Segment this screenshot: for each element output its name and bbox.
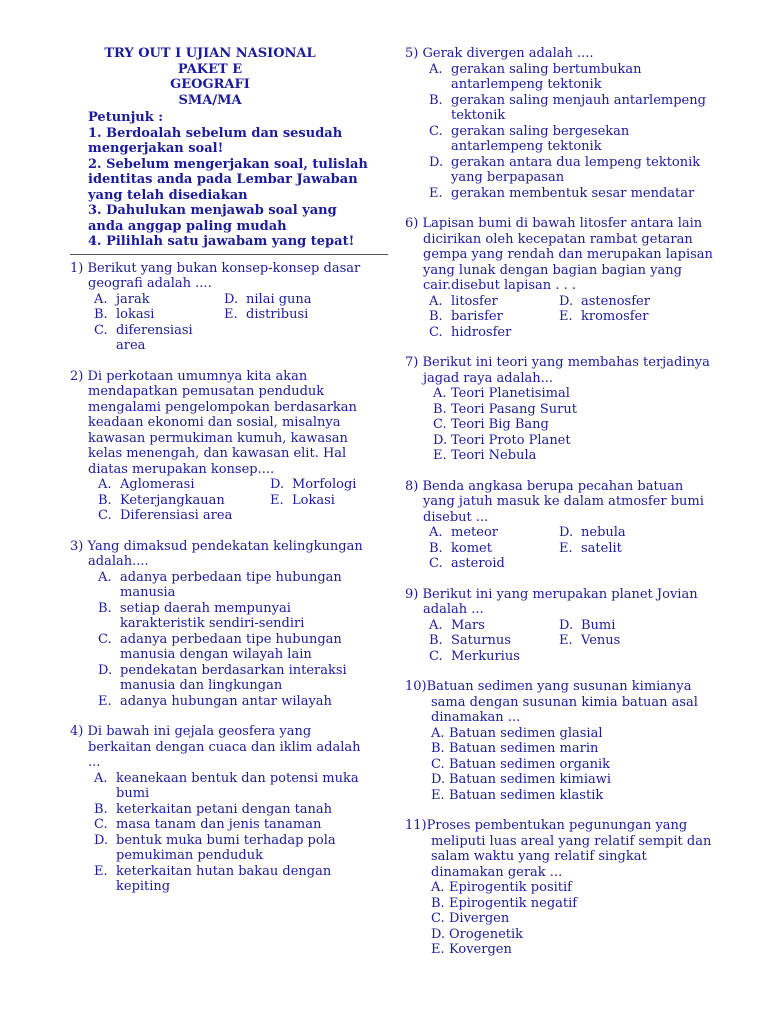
question-number: 7)	[405, 355, 419, 370]
question-text: 7) Berikut ini teori yang membahas terjadinya jagad raya adalah...	[405, 355, 710, 386]
header-divider	[70, 254, 388, 255]
question-number: 8)	[405, 478, 419, 494]
option-c[interactable]: C. Divergen	[431, 911, 510, 926]
option-d[interactable]: D. Batuan sedimen kimiawi	[431, 772, 612, 787]
option-d[interactable]: D. nilai guna	[224, 291, 312, 307]
question-6	[405, 216, 715, 340]
instructions-block	[70, 110, 370, 250]
option-d[interactable]: D. pendekatan berdasarkan interaksi manusia dan lingkungan	[98, 662, 347, 693]
instruction-item: 1. Berdoalah sebelum dan sesudah mengerjakan soal!	[88, 125, 343, 156]
question-9	[405, 587, 715, 665]
option-c[interactable]: C. asteroid	[429, 556, 505, 571]
answer-options	[405, 62, 715, 202]
option-a[interactable]: A. adanya perbedaan tipe hubungan manusia	[98, 569, 342, 600]
option-d[interactable]: D. Orogenetik	[431, 926, 524, 942]
instruction-item: 2. Sebelum mengerjakan soal, tulislah identitas anda pada Lembar Jawaban yang telah disediakan	[88, 156, 368, 203]
option-c[interactable]: C. masa tanam dan jenis tanaman	[94, 817, 322, 832]
exam-header	[70, 46, 370, 108]
instruction-item: 3. Dahulukan menjawab soal yang anda anggap paling mudah	[88, 203, 337, 234]
option-d[interactable]: D. nebula	[559, 525, 626, 540]
option-e[interactable]: E. Batuan sedimen klastik	[431, 787, 604, 803]
question-7	[405, 355, 715, 464]
option-c[interactable]: C. Merkurius	[429, 648, 520, 664]
option-b[interactable]: B. Teori Pasang Surut	[433, 401, 577, 417]
option-d[interactable]: D. astenosfer	[559, 293, 650, 309]
question-number: 9)	[405, 586, 419, 602]
question-number: 6)	[405, 216, 419, 231]
option-b[interactable]: B. barisfer	[429, 309, 503, 324]
question-5	[405, 46, 715, 201]
question-text: 9) Berikut ini yang merupakan planet Jovian adalah ...	[405, 586, 698, 617]
option-c[interactable]: C. gerakan saling bergesekan antarlempeng tektonik	[429, 123, 630, 154]
answer-options	[405, 880, 715, 958]
question-text: 10)Batuan sedimen yang susunan kimianya sama dengan susunan kimia batuan asal dinamakan ...	[405, 679, 698, 725]
option-c[interactable]: C. Diferensiasi area	[98, 508, 233, 523]
option-b[interactable]: B. Saturnus	[429, 633, 511, 648]
option-c[interactable]: C. Teori Big Bang	[433, 417, 549, 432]
question-number: 10)	[405, 679, 427, 694]
question-text: 11)Proses pembentukan pegunungan yang meliputi luas areal yang relatif sempit dan salam waktu yang relatif singkat dinamakan gerak ...	[405, 818, 712, 880]
option-e[interactable]: E. Venus	[559, 633, 621, 648]
question-text: 2) Di perkotaan umumnya kita akan mendapatkan pemusatan penduduk mengalami pengelompokan berdasarkan keadaan ekonomi dan sosial, misalnya kawasan permukiman kumuh, kawasan kelas menengah, dan kawasan elit. Hal diatas merupakan konsep....	[70, 368, 357, 477]
question-number: 4)	[70, 724, 84, 739]
option-a[interactable]: A. Epirogentik positif	[431, 880, 572, 895]
option-a[interactable]: A. gerakan saling bertumbukan antarlempeng tektonik	[429, 61, 642, 92]
option-a[interactable]: A. Mars	[429, 617, 485, 633]
option-c[interactable]: C. Batuan sedimen organik	[431, 756, 611, 772]
option-a[interactable]: A. keanekaan bentuk dan potensi muka bumi	[94, 770, 359, 801]
option-a[interactable]: A. Teori Planetisimal	[433, 386, 570, 401]
question-4	[70, 724, 370, 895]
option-b[interactable]: B. lokasi	[94, 307, 155, 322]
question-2	[70, 369, 370, 524]
option-d[interactable]: D. gerakan antara dua lempeng tektonik yang berpapasan	[429, 154, 701, 185]
option-b[interactable]: B. keterkaitan petani dengan tanah	[94, 801, 333, 817]
right-column	[405, 46, 715, 973]
option-b[interactable]: B. Epirogentik negatif	[431, 895, 578, 911]
answer-options	[70, 771, 370, 895]
question-number: 5)	[405, 46, 419, 61]
instruction-item: 4. Pilihlah satu jawabam yang tepat!	[88, 234, 355, 249]
answer-options	[70, 292, 370, 354]
left-column	[70, 46, 370, 910]
question-text: 5) Gerak divergen adalah ....	[405, 46, 594, 61]
option-e[interactable]: E. Lokasi	[270, 492, 335, 508]
exam-package: PAKET E	[177, 61, 243, 77]
option-e[interactable]: E. Kovergen	[431, 942, 512, 957]
option-b[interactable]: B. setiap daerah mempunyai karakteristik sendiri-sendiri	[98, 600, 305, 631]
option-e[interactable]: E. Teori Nebula	[433, 448, 537, 463]
option-c[interactable]: C. diferensiasi area	[94, 322, 193, 353]
option-d[interactable]: D. Teori Proto Planet	[433, 432, 571, 448]
exam-subject: GEOGRAFI	[170, 77, 250, 92]
answer-options	[405, 386, 715, 464]
question-number: 11)	[405, 818, 427, 833]
option-b[interactable]: B. gerakan saling menjauh antarlempeng tektonik	[429, 92, 706, 123]
option-e[interactable]: E. gerakan membentuk sesar mendatar	[429, 185, 695, 201]
question-text: 4) Di bawah ini gejala geosfera yang berkaitan dengan cuaca dan iklim adalah ...	[70, 724, 361, 770]
answer-options	[405, 726, 715, 804]
instructions-title: Petunjuk :	[88, 110, 164, 125]
option-b[interactable]: B. Batuan sedimen marin	[431, 741, 599, 756]
option-a[interactable]: A. litosfer	[429, 293, 498, 309]
option-c[interactable]: C. adanya perbedaan tipe hubungan manusia dengan wilayah lain	[98, 631, 342, 662]
question-text: 3) Yang dimaksud pendekatan kelingkungan adalah....	[70, 538, 363, 569]
option-a[interactable]: A. jarak	[94, 291, 150, 307]
question-8	[405, 479, 715, 572]
question-number: 2)	[70, 368, 84, 384]
option-b[interactable]: B. Keterjangkauan	[98, 492, 225, 508]
option-a[interactable]: A. Batuan sedimen glasial	[431, 725, 603, 741]
option-e[interactable]: E. adanya hubungan antar wilayah	[98, 693, 332, 709]
exam-title: TRY OUT I UJIAN NASIONAL	[104, 46, 316, 61]
question-text: 8) Benda angkasa berupa pecahan batuan yang jatuh masuk ke dalam atmosfer bumi disebut ...	[405, 478, 704, 525]
question-3	[70, 539, 370, 710]
option-d[interactable]: D. bentuk muka bumi terhadap pola pemukiman penduduk	[94, 832, 336, 863]
option-d[interactable]: D. Morfologi	[270, 477, 357, 492]
option-e[interactable]: E. distribusi	[224, 307, 309, 322]
question-number: 1)	[70, 260, 84, 276]
answer-options	[405, 618, 715, 665]
option-e[interactable]: E. satelit	[559, 540, 622, 556]
answer-options	[405, 525, 715, 572]
question-1	[70, 261, 370, 354]
option-b[interactable]: B. komet	[429, 540, 492, 556]
question-10	[405, 679, 715, 803]
answer-options	[70, 477, 370, 524]
answer-options	[405, 294, 715, 341]
option-e[interactable]: E. kromosfer	[559, 309, 649, 324]
option-e[interactable]: E. keterkaitan hutan bakau dengan kepiting	[94, 863, 332, 894]
question-number: 3)	[70, 538, 84, 554]
option-d[interactable]: D. Bumi	[559, 617, 616, 633]
exam-level: SMA/MA	[178, 92, 242, 108]
option-a[interactable]: A. meteor	[429, 525, 498, 540]
question-text: 6) Lapisan bumi di bawah litosfer antara lain dicirikan oleh kecepatan rambat getaran gempa yang rendah dan merupakan lapisan yang lunak dengan bagian bagian yang cair.disebut lapisan . . .	[405, 216, 713, 293]
answer-options	[70, 570, 370, 710]
question-text: 1) Berikut yang bukan konsep-konsep dasar geografi adalah ....	[70, 260, 361, 291]
option-a[interactable]: A. Aglomerasi	[98, 477, 195, 492]
option-c[interactable]: C. hidrosfer	[429, 324, 512, 340]
question-11	[405, 818, 715, 958]
